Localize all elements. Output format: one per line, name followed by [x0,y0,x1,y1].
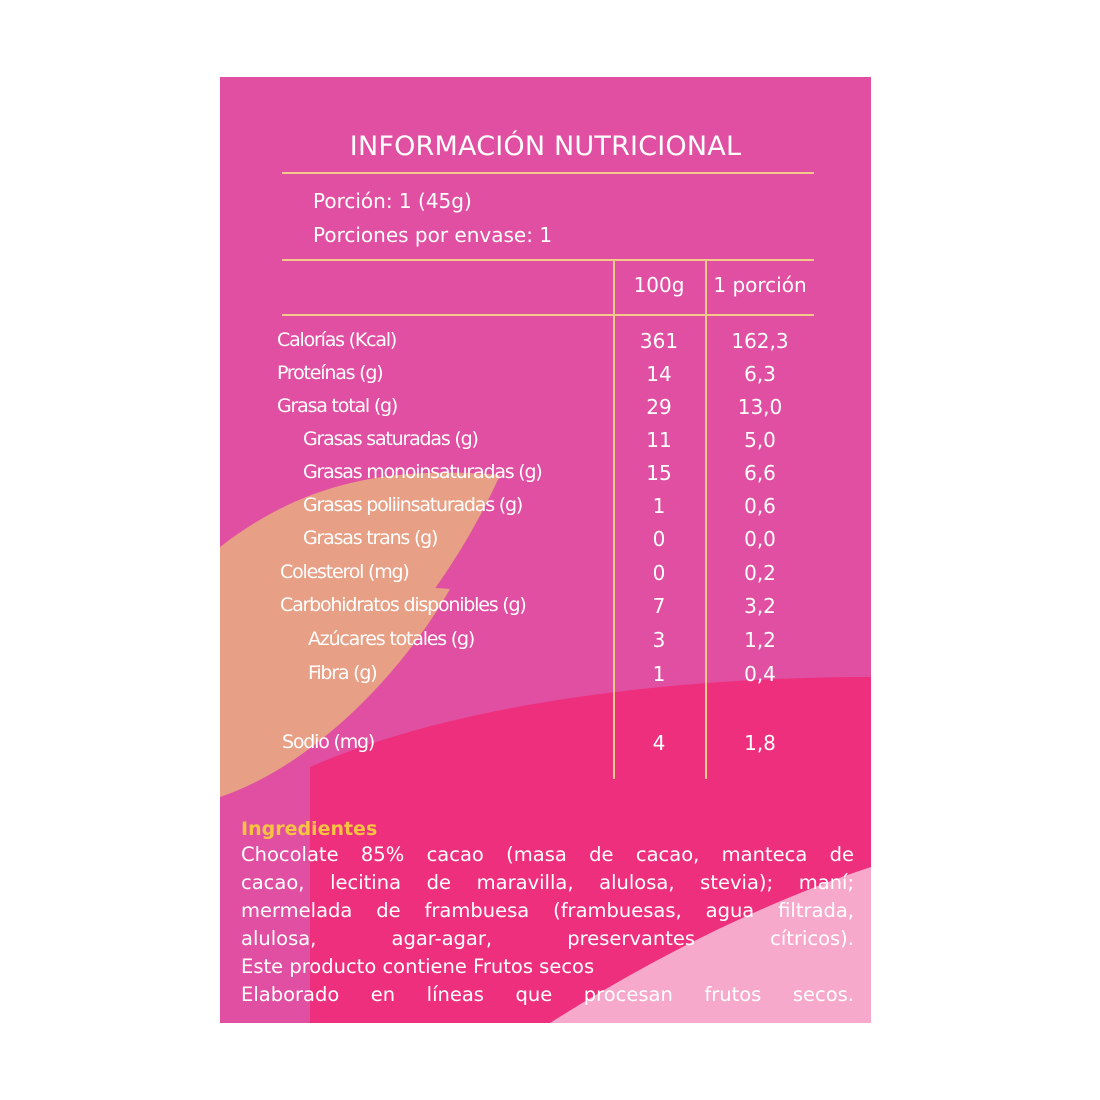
ingredients-title: Ingredientes [241,818,378,840]
nutrient-label: Proteínas (g) [277,362,383,384]
divider [282,259,814,261]
ingredients-line: alulosa, agar-agar, preservantes cítricos). [241,927,854,950]
nutrient-label: Grasas saturadas (g) [303,428,478,450]
column-header-portion: 1 porción [713,273,807,297]
table-row [220,628,871,658]
table-row [220,395,871,425]
ingredients-line: Elaborado en líneas que procesan frutos secos. [241,983,854,1006]
value-portion: 5,0 [744,428,776,452]
nutrient-label: Grasas monoinsaturadas (g) [303,461,542,483]
table-row [220,527,871,557]
value-100g: 14 [646,362,672,386]
value-100g: 361 [639,329,679,353]
ingredients-line: Este producto contiene Frutos secos [241,955,595,978]
table-row [220,494,871,524]
nutrient-label: Grasas poliinsaturadas (g) [303,494,523,516]
value-portion: 0,6 [744,494,776,518]
ingredients-line: mermelada de frambuesa (frambuesas, agua filtrada, [241,899,854,922]
page-title: INFORMACIÓN NUTRICIONAL [349,131,742,162]
value-100g: 3 [652,628,666,652]
serving-size: Porción: 1 (45g) [313,189,472,213]
value-portion: 1,2 [744,628,776,652]
value-100g: 1 [652,662,666,686]
value-portion: 0,4 [744,662,776,686]
nutrient-label: Calorías (Kcal) [277,329,397,351]
nutrient-label: Grasa total (g) [277,395,398,417]
value-100g: 1 [652,494,666,518]
value-portion: 13,0 [737,395,783,419]
nutrient-label: Carbohidratos disponibles (g) [280,594,526,616]
value-100g: 15 [646,461,672,485]
table-row [220,561,871,591]
value-100g: 4 [652,731,666,755]
value-portion: 0,2 [744,561,776,585]
value-100g: 7 [652,594,666,618]
ingredients-line: cacao, lecitina de maravilla, alulosa, stevia); maní; [241,871,854,894]
value-100g: 0 [652,527,666,551]
value-portion: 6,3 [744,362,776,386]
ingredients-line: Chocolate 85% cacao (masa de cacao, manteca de [241,843,854,866]
ingredients-section [241,817,854,1009]
nutrition-card [220,77,871,1023]
nutrient-label: Azúcares totales (g) [308,628,475,650]
value-100g: 0 [652,561,666,585]
divider [282,172,814,174]
nutrient-label: Grasas trans (g) [303,527,438,549]
column-header-100g: 100g [633,273,685,297]
value-portion: 162,3 [731,329,789,353]
table-row [220,329,871,359]
divider [282,314,814,316]
nutrient-label: Sodio (mg) [282,731,375,753]
table-row [220,362,871,392]
nutrient-label: Colesterol (mg) [280,561,409,583]
nutrient-label: Fibra (g) [308,662,377,684]
table-row [220,594,871,624]
value-portion: 0,0 [744,527,776,551]
value-portion: 3,2 [744,594,776,618]
value-100g: 29 [646,395,672,419]
servings-per-package: Porciones por envase: 1 [313,223,553,247]
value-portion: 1,8 [744,731,776,755]
value-portion: 6,6 [744,461,776,485]
table-row [220,662,871,692]
table-row [220,731,871,761]
table-row [220,428,871,458]
table-row [220,461,871,491]
value-100g: 11 [646,428,672,452]
